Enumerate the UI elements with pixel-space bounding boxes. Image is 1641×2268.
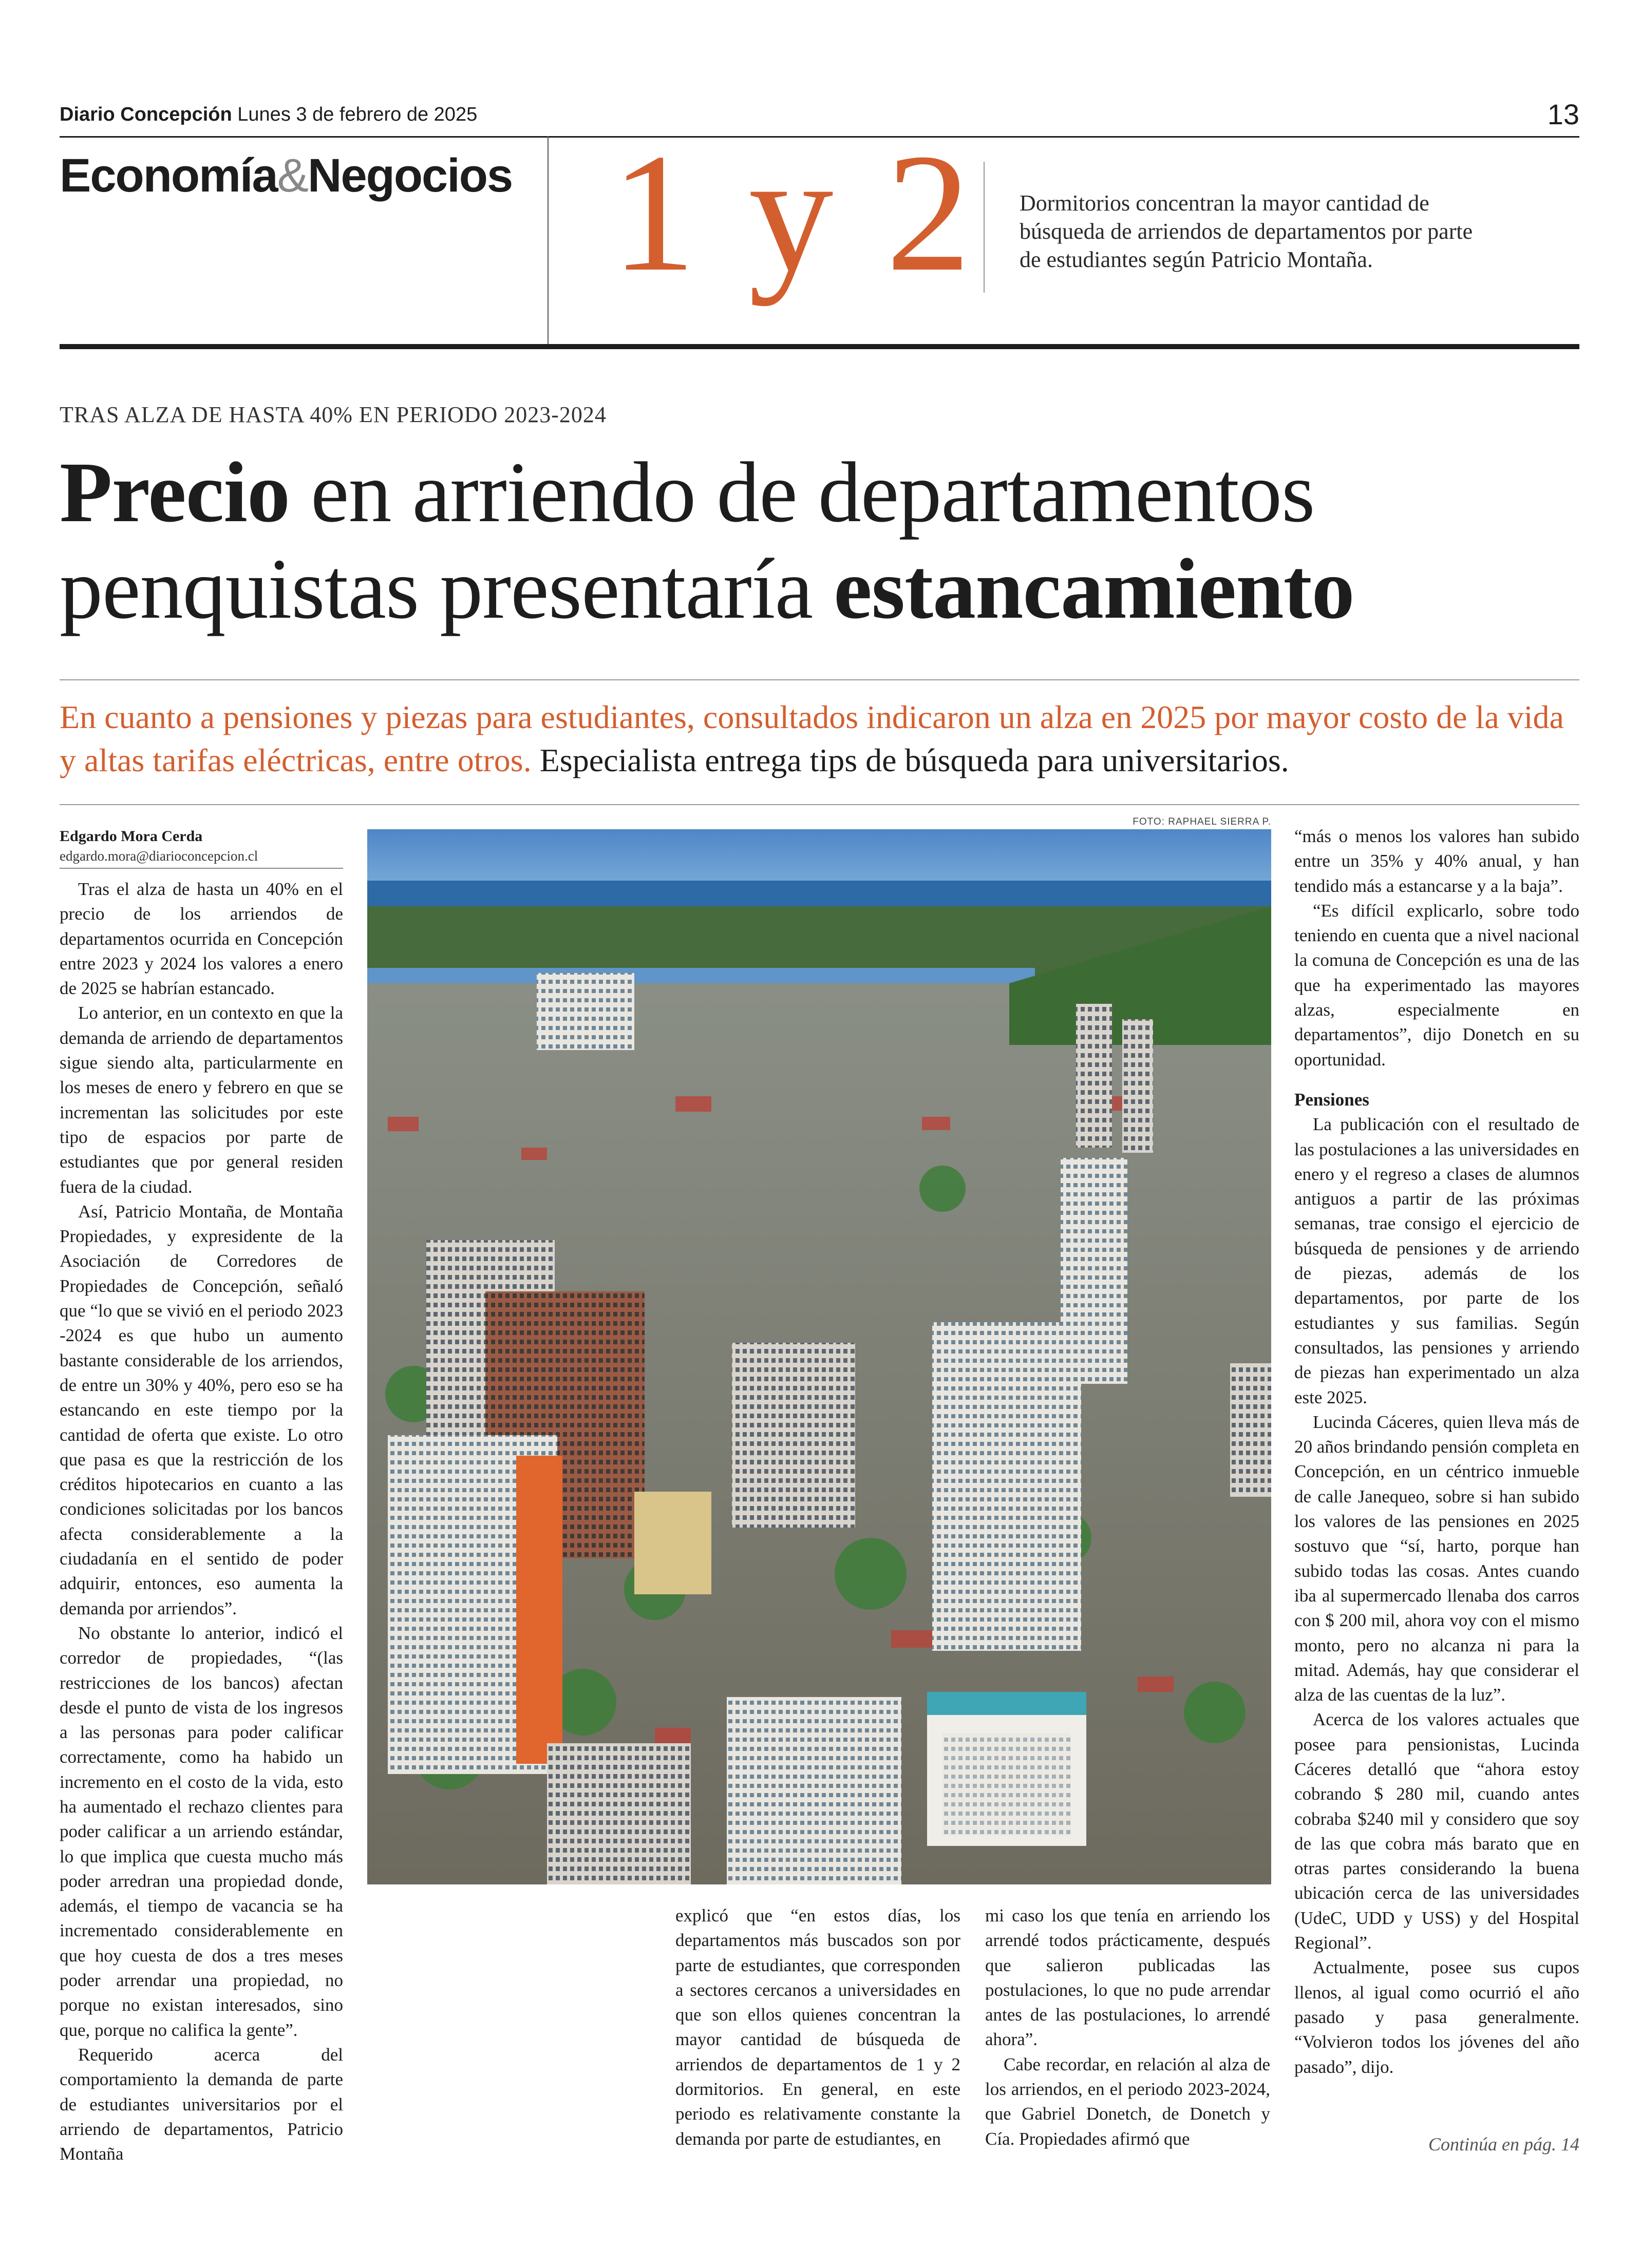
paragraph: “más o menos los valores han subido entre un 35% y 40% anual, y han tendido más a estancarse y a la baja”. <box>1294 826 1579 896</box>
deck-text: Especialista entrega tips de búsqueda para universitarios. <box>531 742 1289 779</box>
paragraph: Requerido acerca del comportamiento la demanda de parte de estudiantes universitarios por el arriendo de departamentos, Patricio Montaña <box>60 2044 343 2164</box>
newspaper-name: Diario Concepción <box>60 104 232 125</box>
paragraph: Lucinda Cáceres, quien lleva más de 20 años brindando pensión completa en Concepción, en un céntrico inmueble de calle Janequeo, sobre si han subido los valores de las pensiones en 2025 sostuvo que “sí, harto, porque han subido todas las cosas. Antes cuando iba al supermercado llenaba dos carros con $ 200 mil, ahora voy con el mismo monto, pero no alcanza ni para la mitad. Además, hay que considerar el alza de las cuentas de la luz”. <box>1294 1412 1580 1705</box>
paragraph: Cabe recordar, en relación al alza de los arriendos, en el periodo 2023-2024, que Gabriel Donetch, de Donetch y Cía. Propiedades afirmó que <box>985 2054 1270 2149</box>
byline-rule <box>60 868 343 869</box>
headline-bold-1: Precio <box>60 445 290 540</box>
kicker: TRAS ALZA DE HASTA 40% EN PERIODO 2023-2024 <box>60 402 607 427</box>
body-column-3 <box>985 1903 1270 2151</box>
paragraph: Acerca de los valores actuales que posee para pensionistas, Lucinda Cáceres detalló que “ahora estoy cobrando $ 280 mil, cuando antes cobraba $240 mil y considero que soy de las que cobra más barato que en otras partes considerando la buena ubicación cerca de las universidades (UdeC, UDD y USS) y del Hospital Regional”. <box>1294 1709 1579 1953</box>
paragraph: No obstante lo anterior, indicó el corredor de propiedades, “(las restricciones de los bancos) afectan desde el punto de vista de los ingresos a las personas para poder calificar correctamente, como ha habido un incremento en el costo de la vida, esto ha aumentado el rechazo clientes para poder calificar a un arriendo estándar, lo que implica que cuesta mucho más poder arredran una propiedad donde, además, el tiempo de vacancia se ha incrementado considerablemente en que hoy cuesta de dos a tres meses poder arrendar una propiedad, no porque no existan interesados, sino que, porque no califica la gente”. <box>60 1623 343 2040</box>
paragraph: mi caso los que tenía en arriendo los arrendé todos prácticamente, después que salieron publicadas las postulaciones, lo que no pude arrendar antes de las postulaciones, lo arrendé ahora”. <box>985 1905 1270 2050</box>
city-aerial-photo <box>367 829 1271 1884</box>
headline-middle: en arriendo de departamentos penquistas presentaría <box>60 445 1315 637</box>
header-divider <box>548 136 549 344</box>
paragraph: Lo anterior, en un contexto en que la demanda de arriendo de departamentos sigue siendo alta, particularmente en los meses de enero y febrero en que se incrementan las solicitudes por este tipo de espacios por parte de estudiantes que por general residen fuera de la ciudad. <box>60 1003 343 1197</box>
byline-email: edgardo.mora@diarioconcepcion.cl <box>60 848 258 864</box>
section-name-part2: Negocios <box>308 149 513 202</box>
page-number: 13 <box>1547 98 1579 130</box>
paragraph: La publicación con el resultado de las postulaciones a las universidades en enero y el regreso a clases de alumnos antiguos a partir de las próximas semanas, trae consigo el ejercicio de búsqueda de pensiones y de arriendo de piezas, además de los departamentos, por parte de los estudiantes y sus familias. Según consultados, las pensiones y arriendo de piezas han experimentado un alza este 2025. <box>1294 1114 1579 1407</box>
paragraph: Actualmente, posee sus cupos llenos, al igual como ocurrió el año pasado y pasa generalmente. “Volvieron todos los jóvenes del año pasado”, dijo. <box>1294 1957 1579 2077</box>
deck-rule <box>60 804 1579 805</box>
headline-rule <box>60 679 1579 680</box>
byline-name: Edgardo Mora Cerda <box>60 828 203 845</box>
paragraph: explicó que “en estos días, los departamentos más buscados son por parte de estudiantes, que corresponden a sectores cercanos a universidades en que son ellos quienes concentran la mayor cantidad de búsqueda de arriendos de departamentos de 1 y 2 dormitorios. En general, en este periodo es relativamente constante la demanda por parte de estudiantes, en <box>675 1905 960 2149</box>
section-name-part1: Economía <box>60 149 277 202</box>
body-column-2 <box>675 1903 960 2151</box>
header-divider-secondary <box>984 162 985 293</box>
section-name <box>60 149 512 203</box>
section-name-amp: & <box>277 149 308 202</box>
headline-bold-2: estancamiento <box>834 541 1354 637</box>
body-column-1 <box>60 877 343 2166</box>
issue-date: Lunes 3 de febrero de 2025 <box>237 104 478 125</box>
deck-highlight: En cuanto a pensiones y piezas para estudiantes, consultados indicaron un alza en 2025 por mayor costo de la vida y altas tarifas eléctricas, entre otros. <box>60 699 1564 779</box>
paragraph: Así, Patricio Montaña, de Montaña Propiedades, y expresidente de la Asociación de Corredores de Propiedades de Concepción, señaló que “lo que se vivió en el periodo 2023 -2024 es que hubo un aumento bastante considerable de los arriendos, de entre un 30% y 40%, pero eso se ha estancando en este tiempo por la cantidad de oferta que existe. Lo otro que pasa es que la restricción de los créditos hipotecarios en cuanto a las condiciones solicitadas por los bancos afecta considerablemente a la ciudadanía en el sentido de poder adquirir, entonces, eso aumenta la demanda por arriendos”. <box>60 1201 343 1618</box>
continues-note: Continúa en pág. 14 <box>1428 2134 1579 2155</box>
paragraph: “Es difícil explicarlo, sobre todo teniendo en cuenta que a nivel nacional la comuna de Concepción es una de las que ha experimentado las mayores alzas, especialmente en departamentos”, dijo Donetch en su oportunidad. <box>1294 900 1579 1070</box>
headline <box>60 444 1580 637</box>
paragraph: Tras el alza de hasta un 40% en el precio de los arriendos de departamentos ocurrida en Concepción entre 2023 y 2024 los valores a enero de 2025 se habrían estancado. <box>60 879 343 999</box>
big-number: 1 y 2 <box>611 119 976 307</box>
deck <box>60 696 1580 783</box>
photo-credit: FOTO: RAPHAEL SIERRA P. <box>1133 816 1271 827</box>
body-column-4 <box>1294 824 1579 2080</box>
big-number-description: Dormitorios concentran la mayor cantidad de búsqueda de arriendos de departamentos por parte de estudiantes según Patricio Montaña. <box>1020 190 1473 272</box>
subhead-pensiones: Pensiones <box>1294 1089 1369 1110</box>
masthead-line <box>60 104 477 126</box>
